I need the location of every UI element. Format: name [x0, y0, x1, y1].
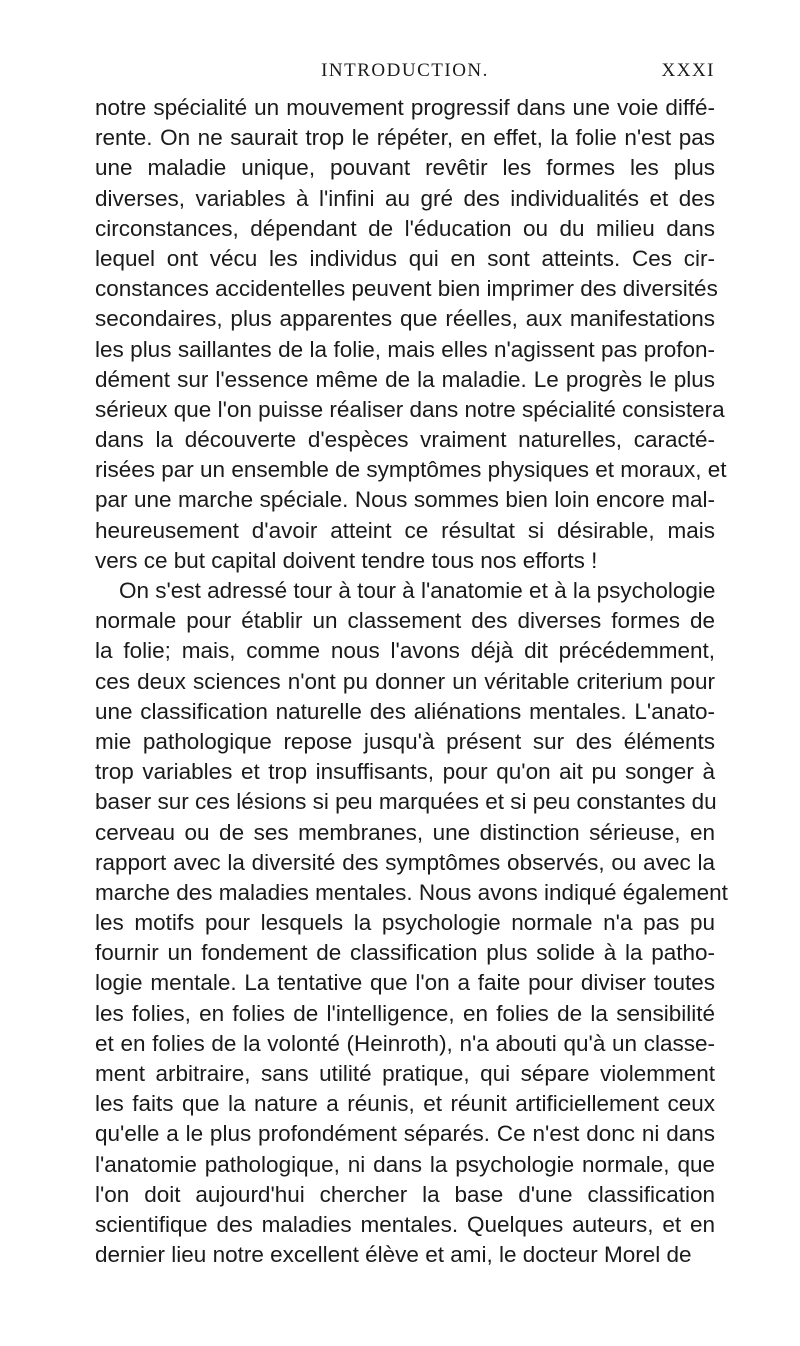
text-line: secondaires, plus apparentes que réelles, aux manifestations	[95, 306, 715, 332]
text-line: lequel ont vécu les individus qui en sont atteints. Ces cir-	[95, 245, 715, 271]
text-line: dément sur l'essence même de la maladie. Le progrès le plus	[95, 366, 715, 392]
text-line: marche des maladies mentales. Nous avons indiqué également	[95, 879, 728, 905]
text-line: dernier lieu notre excellent élève et ami, le docteur Morel de	[95, 1242, 692, 1268]
page-number: XXXI	[661, 60, 715, 81]
body-text	[95, 93, 728, 1270]
text-line: la folie; mais, comme nous l'avons déjà dit précédemment,	[95, 638, 715, 664]
text-line: On s'est adressé tour à tour à l'anatomie et à la psychologie	[119, 578, 716, 603]
text-line: sérieux que l'on puisse réaliser dans notre spécialité consistera	[95, 396, 725, 422]
text-line: et en folies de la volonté (Heinroth), n'a abouti qu'à un classe-	[95, 1030, 715, 1056]
text-line: ces deux sciences n'ont pu donner un véritable criterium pour	[95, 668, 715, 694]
text-line: l'anatomie pathologique, ni dans la psychologie normale, que	[95, 1151, 715, 1177]
text-line: constances accidentelles peuvent bien imprimer des diversités	[95, 276, 718, 302]
text-line: heureusement d'avoir atteint ce résultat si désirable, mais	[95, 517, 715, 543]
text-line: normale pour établir un classement des diverses formes de	[95, 608, 715, 634]
text-line: mie pathologique repose jusqu'à présent sur des éléments	[95, 728, 715, 754]
text-line: rapport avec la diversité des symptômes observés, ou avec la	[95, 849, 715, 875]
text-line: vers ce but capital doivent tendre tous nos efforts !	[95, 547, 598, 573]
text-line: une maladie unique, pouvant revêtir les formes les plus	[95, 155, 715, 181]
text-line: trop variables et trop insuffisants, pour qu'on ait pu songer à	[95, 759, 715, 785]
running-title: INTRODUCTION.	[321, 60, 489, 81]
text-line: diverses, variables à l'infini au gré des individualités et des	[95, 185, 715, 211]
text-line: qu'elle a le plus profondément séparés. Ce n'est donc ni dans	[95, 1121, 715, 1147]
text-line: cerveau ou de ses membranes, une distinction sérieuse, en	[95, 819, 715, 845]
text-line: l'on doit aujourd'hui chercher la base d'une classification	[95, 1181, 715, 1207]
text-line: notre spécialité un mouvement progressif dans une voie diffé-	[95, 95, 715, 120]
text-line: les folies, en folies de l'intelligence, en folies de la sensibilité	[95, 1000, 715, 1026]
text-line: par une marche spéciale. Nous sommes bien loin encore mal-	[95, 487, 715, 513]
text-line: rente. On ne saurait trop le répéter, en effet, la folie n'est pas	[95, 125, 715, 151]
text-line: les motifs pour lesquels la psychologie normale n'a pas pu	[95, 910, 715, 936]
running-head	[95, 60, 715, 84]
text-line: les faits que la nature a réunis, et réunit artificiellement ceux	[95, 1091, 715, 1117]
text-line: fournir un fondement de classification plus solide à la patho-	[95, 940, 715, 966]
text-line: dans la découverte d'espèces vraiment naturelles, caracté-	[95, 427, 715, 453]
text-line: les plus saillantes de la folie, mais elles n'agissent pas profon-	[95, 336, 715, 362]
text-line: risées par un ensemble de symptômes physiques et moraux, et	[95, 457, 727, 483]
text-line: ment arbitraire, sans utilité pratique, qui sépare violemment	[95, 1061, 715, 1086]
text-line: circonstances, dépendant de l'éducation ou du milieu dans	[95, 215, 715, 241]
text-line: baser sur ces lésions si peu marquées et si peu constantes du	[95, 789, 717, 815]
text-line: logie mentale. La tentative que l'on a faite pour diviser toutes	[95, 970, 715, 996]
text-line: une classification naturelle des aliénations mentales. L'anato-	[95, 698, 715, 724]
text-line: scientifique des maladies mentales. Quelques auteurs, et en	[95, 1211, 715, 1237]
